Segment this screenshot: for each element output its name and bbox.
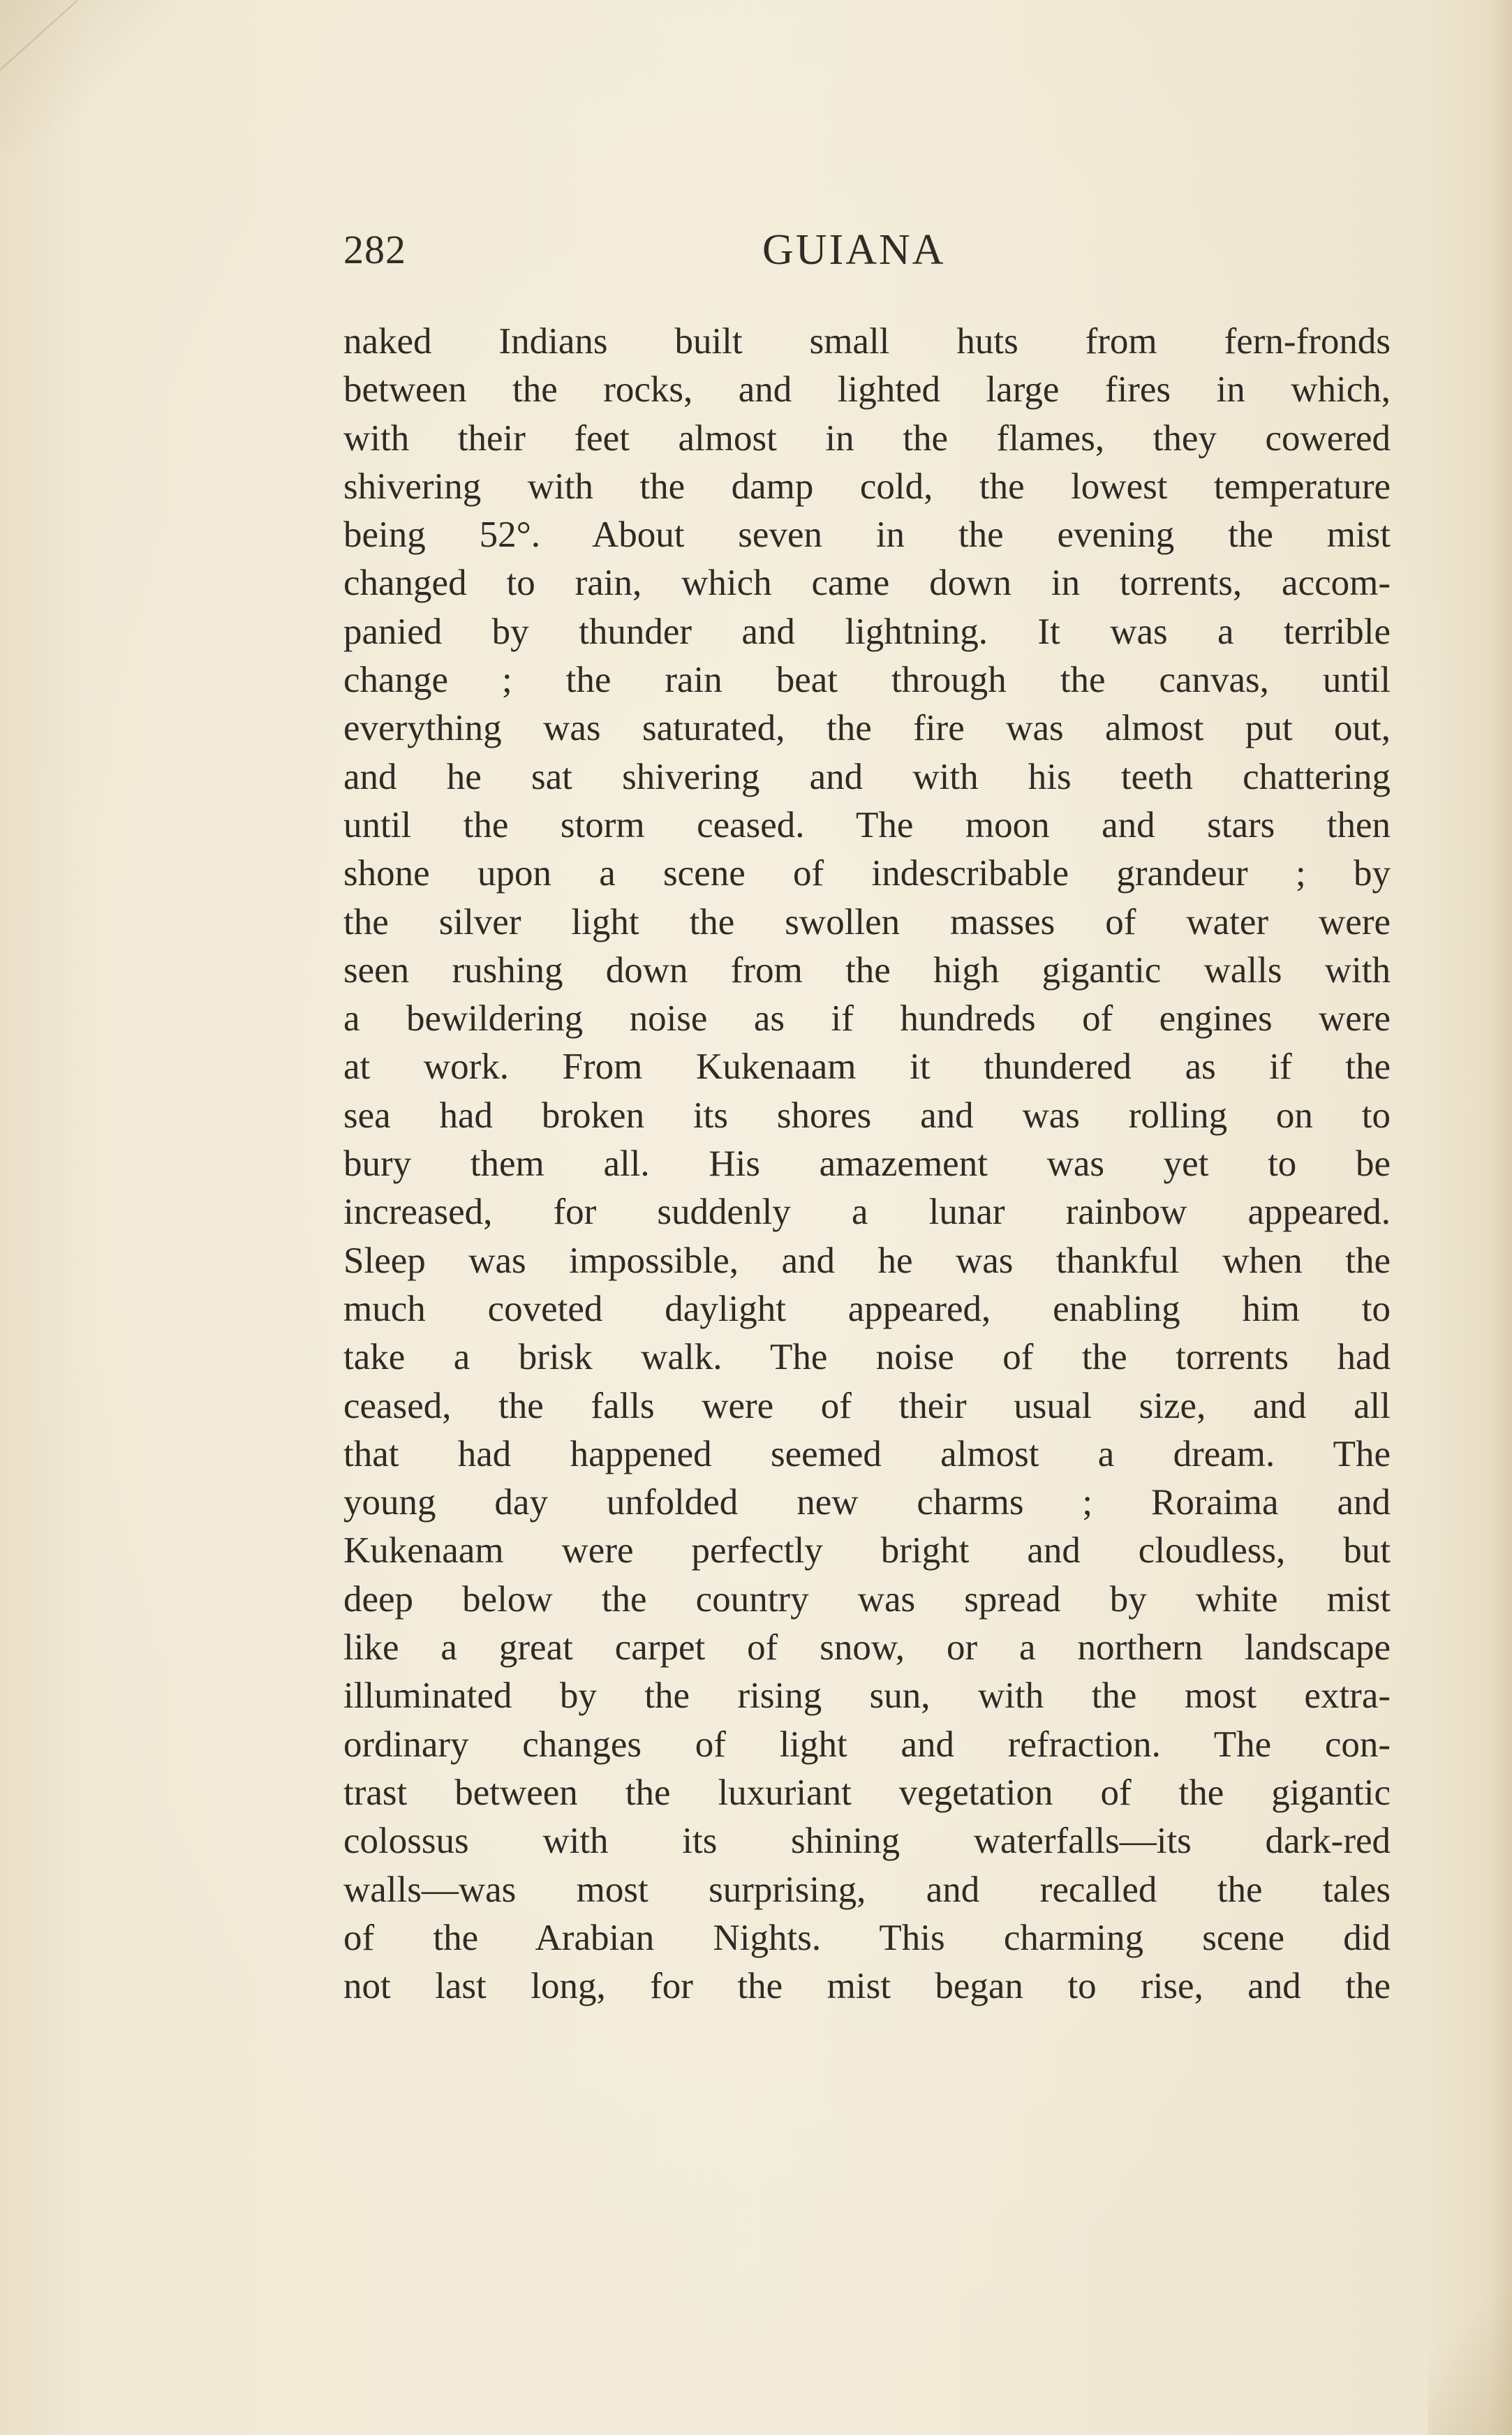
text-line: ceased, the falls were of their usual size, and all bbox=[343, 1385, 1391, 1426]
text-line: being 52°. About seven in the evening the mist bbox=[343, 515, 1391, 556]
text-line: until the storm ceased. The moon and stars then bbox=[343, 804, 1391, 845]
running-header bbox=[343, 222, 1398, 278]
running-title: GUIANA bbox=[762, 226, 946, 274]
text-line: and he sat shivering and with his teeth chattering bbox=[343, 756, 1391, 797]
text-line: ordinary changes of light and refraction. The con- bbox=[343, 1724, 1391, 1765]
text-line: that had happened seemed almost a dream. The bbox=[343, 1433, 1391, 1474]
text-line: seen rushing down from the high gigantic walls with bbox=[343, 949, 1391, 991]
page-bottom-corner-wear bbox=[1428, 2281, 1512, 2435]
text-line: not last long, for the mist began to rise, and the bbox=[343, 1966, 1391, 2007]
text-line: shivering with the damp cold, the lowest temperature bbox=[343, 466, 1391, 507]
text-line: everything was saturated, the fire was almost put out, bbox=[343, 708, 1391, 749]
text-line: Sleep was impossible, and he was thankful when the bbox=[343, 1240, 1391, 1281]
text-line: changed to rain, which came down in torrents, accom- bbox=[343, 563, 1391, 604]
text-line: a bewildering noise as if hundreds of engines were bbox=[343, 998, 1391, 1039]
page-number: 282 bbox=[343, 227, 406, 272]
text-line: shone upon a scene of indescribable grandeur ; by bbox=[343, 853, 1391, 894]
text-line: deep below the country was spread by white mist bbox=[343, 1578, 1391, 1620]
body-text bbox=[343, 318, 1391, 2011]
page-right-edge bbox=[1491, 0, 1512, 2435]
text-line: young day unfolded new charms ; Roraima and bbox=[343, 1482, 1391, 1523]
text-line: of the Arabian Nights. This charming scene did bbox=[343, 1917, 1391, 1958]
text-line: like a great carpet of snow, or a northern landscape bbox=[343, 1627, 1391, 1668]
text-line: colossus with its shining waterfalls—its dark-red bbox=[343, 1821, 1391, 1862]
text-line: sea had broken its shores and was rolling on to bbox=[343, 1095, 1391, 1136]
text-line: bury them all. His amazement was yet to be bbox=[343, 1144, 1391, 1185]
text-line: at work. From Kukenaam it thundered as if the bbox=[343, 1046, 1391, 1088]
text-line: increased, for suddenly a lunar rainbow appeared. bbox=[343, 1192, 1391, 1233]
text-line: take a brisk walk. The noise of the torrents had bbox=[343, 1337, 1391, 1378]
text-line: change ; the rain beat through the canvas, until bbox=[343, 660, 1391, 701]
text-line: naked Indians built small huts from fern-fronds bbox=[343, 321, 1391, 362]
text-line: walls—was most surprising, and recalled the tales bbox=[343, 1869, 1391, 1910]
text-line: much coveted daylight appeared, enabling him to bbox=[343, 1288, 1391, 1329]
text-line: Kukenaam were perfectly bright and cloudless, but bbox=[343, 1530, 1391, 1571]
text-line: between the rocks, and lighted large fires in which, bbox=[343, 369, 1391, 410]
text-line: trast between the luxuriant vegetation of the gigantic bbox=[343, 1772, 1391, 1813]
page-corner-shading bbox=[0, 0, 181, 154]
text-line: the silver light the swollen masses of water were bbox=[343, 901, 1391, 942]
text-line: with their feet almost in the flames, they cowered bbox=[343, 417, 1391, 459]
text-line: panied by thunder and lightning. It was a terrible bbox=[343, 611, 1391, 652]
text-line: illuminated by the rising sun, with the most extra- bbox=[343, 1675, 1391, 1717]
